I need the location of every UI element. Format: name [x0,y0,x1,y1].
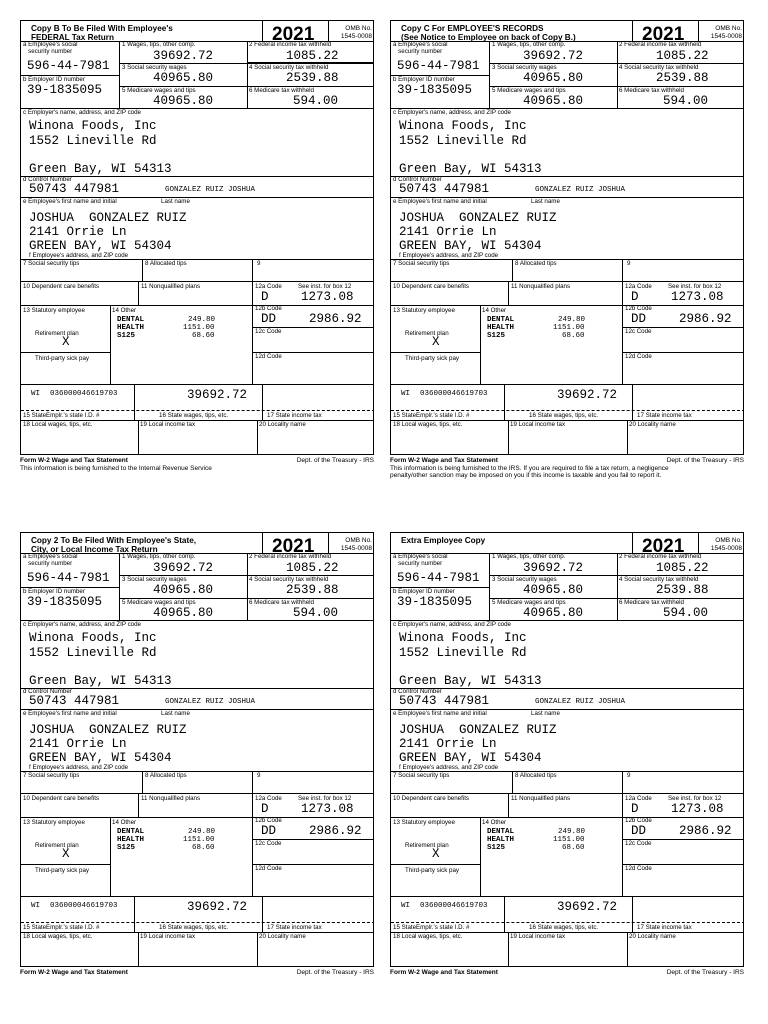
label-e-last: Last name [161,710,190,717]
employee-street: 2141 Orrie Ln [399,737,497,751]
label-box19: 19 Local income tax [140,421,196,428]
control-number: 50743 447981 [29,182,120,196]
employer-city: Green Bay, WI 54313 [399,674,542,688]
label-f: f Employee's address, and ZIP code [399,764,499,771]
employer-city: Green Bay, WI 54313 [29,162,172,176]
other-3-name: S125 [487,332,506,340]
label-box7: 7 Social security tips [393,772,450,779]
label-box11: 11 Nonqualified plans [141,795,201,802]
other-2-name: HEALTH [117,836,145,844]
state-code: WI [31,902,41,910]
label-box16: 16 State wages, tips, etc. [159,924,229,931]
state-id: 036000046619703 [420,390,488,398]
label-box12c: 12c Code [625,328,652,335]
employee-last-name: GONZALEZ RUIZ [459,723,557,737]
label-box12-see: See inst. for box 12 [298,283,352,290]
label-retirement: Retirement plan [405,842,449,849]
label-box12c: 12c Code [255,840,282,847]
retirement-plan-mark: X [432,847,440,861]
other-1-amount: 249.80 [188,828,216,836]
label-f: f Employee's address, and ZIP code [29,252,129,259]
label-box8: 8 Allocated tips [145,772,187,779]
label-f: f Employee's address, and ZIP code [29,764,129,771]
form-footer-dept: Dept. of the Treasury - IRS [666,457,744,464]
label-box10: 10 Dependent care benefits [393,795,470,802]
copy-title: Extra Employee Copy [401,536,486,545]
label-box1: 1 Wages, tips, other comp. [492,553,566,560]
label-d: d Control Number [393,688,442,695]
employee-last-name: GONZALEZ RUIZ [89,723,187,737]
label-c: c Employer's name, address, and ZIP code [23,109,142,116]
label-box7: 7 Social security tips [23,260,80,267]
label-box12-see: See inst. for box 12 [668,795,722,802]
state-wages: 39692.72 [557,900,618,914]
employer-street: 1552 Lineville Rd [29,134,157,148]
w2-copy-1 [20,20,374,472]
w2-form-box [20,532,374,967]
label-c: c Employer's name, address, and ZIP code [393,621,512,628]
employer-street: 1552 Lineville Rd [399,134,527,148]
label-box11: 11 Nonqualified plans [511,283,571,290]
other-1-name: DENTAL [117,828,145,836]
employee-first-name: JOSHUA [399,723,445,737]
label-d: d Control Number [23,176,72,183]
employee-first-name: JOSHUA [29,723,75,737]
retirement-plan-mark: X [62,847,70,861]
employer-street: 1552 Lineville Rd [29,646,157,660]
label-box1: 1 Wages, tips, other comp. [122,553,196,560]
label-box4: 4 Social security tax withheld [249,576,329,583]
label-box17: 17 State income tax [637,924,692,931]
label-e: e Employee's first name and initial [393,710,487,717]
label-box13: 13 Statutory employee [23,307,85,314]
other-1-name: DENTAL [117,316,145,324]
label-box12b: 12b Code [255,817,282,824]
label-box16: 16 State wages, tips, etc. [159,412,229,419]
label-d: d Control Number [23,688,72,695]
box1-value: 39692.72 [523,561,584,575]
label-a: a Employee's social security number [393,553,448,567]
label-box18: 18 Local wages, tips, etc. [23,933,93,940]
label-box11: 11 Nonqualified plans [511,795,571,802]
label-box18: 18 Local wages, tips, etc. [393,933,463,940]
tax-year: 2021 [272,536,315,557]
control-number: 50743 447981 [29,694,120,708]
label-sick-pay: Third-party sick pay [405,355,459,362]
other-3-name: S125 [117,844,136,852]
other-1-amount: 249.80 [558,316,586,324]
label-box12a: 12a Code [625,283,652,290]
control-name: GONZALEZ RUIZ JOSHUA [165,186,256,194]
box5-value: 40965.80 [523,606,584,620]
box3-value: 40965.80 [523,71,584,85]
state-id: 036000046619703 [420,902,488,910]
w2-copy-4 [390,532,744,976]
state-wages: 39692.72 [187,900,248,914]
label-box4: 4 Social security tax withheld [619,64,699,71]
box12b-amount: 2986.92 [679,824,732,838]
form-footer-dept: Dept. of the Treasury - IRS [666,969,744,976]
label-retirement: Retirement plan [35,330,79,337]
box3-value: 40965.80 [153,583,214,597]
label-box1: 1 Wages, tips, other comp. [122,41,196,48]
employer-name: Winona Foods, Inc [29,631,157,645]
employee-city: GREEN BAY, WI 54304 [29,239,172,253]
box1-value: 39692.72 [523,49,584,63]
label-box4: 4 Social security tax withheld [249,64,329,71]
label-box5: 5 Medicare wages and tips [122,87,196,94]
ein-value: 39-1835095 [397,595,473,609]
control-number: 50743 447981 [399,694,490,708]
box12b-amount: 2986.92 [309,824,362,838]
label-box7: 7 Social security tips [393,260,450,267]
ssn-value: 596-44-7981 [397,59,480,73]
label-box14: 14 Other [482,307,507,314]
control-name: GONZALEZ RUIZ JOSHUA [165,698,256,706]
box12b-amount: 2986.92 [679,312,732,326]
state-code: WI [401,390,411,398]
w2-copy-3 [20,532,374,976]
form-footer-title: Form W-2 Wage and Tax Statement [390,457,498,464]
retirement-plan-mark: X [62,335,70,349]
state-id: 036000046619703 [50,902,118,910]
label-box18: 18 Local wages, tips, etc. [23,421,93,428]
label-box3: 3 Social security wages [492,576,557,583]
omb-number: OMB No. 1545-0008 [710,537,742,552]
form-note-1: This information is being furnished to the Internal Revenue Service [20,465,212,472]
label-box5: 5 Medicare wages and tips [492,87,566,94]
label-box8: 8 Allocated tips [515,772,557,779]
ein-value: 39-1835095 [27,83,103,97]
omb-number: OMB No. 1545-0008 [340,537,372,552]
label-box2: 2 Federal income tax withheld [619,553,702,560]
label-box2: 2 Federal income tax withheld [249,553,332,560]
other-1-name: DENTAL [487,316,515,324]
label-box19: 19 Local income tax [510,933,566,940]
label-box16: 16 State wages, tips, etc. [529,412,599,419]
state-wages: 39692.72 [187,388,248,402]
label-box13: 13 Statutory employee [393,819,455,826]
ein-value: 39-1835095 [27,595,103,609]
omb-number: OMB No. 1545-0008 [340,25,372,40]
label-e-last: Last name [531,198,560,205]
label-b: b Employer ID number [393,76,455,83]
label-box6: 6 Medicare tax withheld [249,87,315,94]
copy-title: Copy C For EMPLOYEE'S RECORDS (See Notice to Employee on back of Copy B.) [401,24,576,42]
form-footer-dept: Dept. of the Treasury - IRS [296,457,374,464]
ein-value: 39-1835095 [397,83,473,97]
form-footer-title: Form W-2 Wage and Tax Statement [20,457,128,464]
other-3-amount: 68.60 [192,844,215,852]
label-box12-see: See inst. for box 12 [298,795,352,802]
label-box6: 6 Medicare tax withheld [619,87,685,94]
control-number: 50743 447981 [399,182,490,196]
box12a-code: D [261,802,269,816]
tax-year: 2021 [272,24,315,45]
box4-value: 2539.88 [656,71,709,85]
other-2-amount: 1151.00 [553,324,585,332]
label-box13: 13 Statutory employee [393,307,455,314]
w2-copy-2 [390,20,744,479]
box6-value: 594.00 [293,94,339,108]
box2-value: 1085.22 [656,49,709,63]
label-box14: 14 Other [112,819,137,826]
label-box16: 16 State wages, tips, etc. [529,924,599,931]
box5-value: 40965.80 [153,606,214,620]
employee-city: GREEN BAY, WI 54304 [29,751,172,765]
label-box19: 19 Local income tax [140,933,196,940]
label-box2: 2 Federal income tax withheld [249,41,332,48]
box12a-amount: 1273.08 [301,802,354,816]
box2-value: 1085.22 [286,561,339,575]
label-box9: 9 [257,772,261,779]
control-name: GONZALEZ RUIZ JOSHUA [535,698,626,706]
label-box8: 8 Allocated tips [515,260,557,267]
other-1-name: DENTAL [487,828,515,836]
label-c: c Employer's name, address, and ZIP code [393,109,512,116]
ssn-value: 596-44-7981 [27,59,110,73]
label-box10: 10 Dependent care benefits [393,283,470,290]
label-box15: 15 State [393,412,417,419]
other-2-amount: 1151.00 [183,324,215,332]
label-box15: 15 State [393,924,417,931]
label-box12d: 12d Code [625,353,652,360]
label-box11: 11 Nonqualified plans [141,283,201,290]
box4-value: 2539.88 [656,583,709,597]
label-e: e Employee's first name and initial [393,198,487,205]
other-2-name: HEALTH [487,836,515,844]
employee-street: 2141 Orrie Ln [29,737,127,751]
label-a: a Employee's social security number [393,41,448,55]
box12a-code: D [631,802,639,816]
box12a-amount: 1273.08 [671,290,724,304]
label-f: f Employee's address, and ZIP code [399,252,499,259]
label-box17: 17 State income tax [267,924,322,931]
label-a: a Employee's social security number [23,41,78,55]
box12b-amount: 2986.92 [309,312,362,326]
box3-value: 40965.80 [523,583,584,597]
box6-value: 594.00 [293,606,339,620]
label-box17: 17 State income tax [267,412,322,419]
other-1-amount: 249.80 [558,828,586,836]
w2-form-box [390,20,744,455]
employee-street: 2141 Orrie Ln [29,225,127,239]
label-b: b Employer ID number [23,76,85,83]
label-box12c: 12c Code [625,840,652,847]
label-box20: 20 Locality name [259,933,306,940]
label-d: d Control Number [393,176,442,183]
label-box12b: 12b Code [625,305,652,312]
label-box17: 17 State income tax [637,412,692,419]
box2-value: 1085.22 [286,49,339,63]
employee-first-name: JOSHUA [29,211,75,225]
box5-value: 40965.80 [523,94,584,108]
label-box3: 3 Social security wages [492,64,557,71]
label-box12d: 12d Code [255,865,282,872]
employee-city: GREEN BAY, WI 54304 [399,751,542,765]
box1-value: 39692.72 [153,561,214,575]
label-b: b Employer ID number [393,588,455,595]
label-box5: 5 Medicare wages and tips [492,599,566,606]
box12b-code: DD [261,312,277,326]
employer-name: Winona Foods, Inc [399,631,527,645]
state-code: WI [31,390,41,398]
other-1-amount: 249.80 [188,316,216,324]
copy-title: Copy B To Be Filed With Employee's FEDERAL Tax Return [31,24,173,42]
label-box8: 8 Allocated tips [145,260,187,267]
label-sick-pay: Third-party sick pay [35,355,89,362]
label-box4: 4 Social security tax withheld [619,576,699,583]
label-e-last: Last name [531,710,560,717]
label-e: e Employee's first name and initial [23,710,117,717]
label-box12-see: See inst. for box 12 [668,283,722,290]
label-box10: 10 Dependent care benefits [23,795,100,802]
label-box12b: 12b Code [255,305,282,312]
label-box3: 3 Social security wages [122,576,187,583]
label-box5: 5 Medicare wages and tips [122,599,196,606]
label-e: e Employee's first name and initial [23,198,117,205]
employer-city: Green Bay, WI 54313 [399,162,542,176]
employee-first-name: JOSHUA [399,211,445,225]
label-box7: 7 Social security tips [23,772,80,779]
box12b-code: DD [631,312,647,326]
form-footer-dept: Dept. of the Treasury - IRS [296,969,374,976]
label-box20: 20 Locality name [259,421,306,428]
label-a: a Employee's social security number [23,553,78,567]
state-id: 036000046619703 [50,390,118,398]
label-box13: 13 Statutory employee [23,819,85,826]
other-3-amount: 68.60 [562,844,585,852]
label-box15: 15 State [23,924,47,931]
other-2-amount: 1151.00 [553,836,585,844]
state-wages: 39692.72 [557,388,618,402]
label-sick-pay: Third-party sick pay [35,867,89,874]
form-note-2: penalty/other sanction may be imposed on you if this income is taxable and you fail to report it. [390,472,662,479]
box6-value: 594.00 [663,606,709,620]
employer-street: 1552 Lineville Rd [399,646,527,660]
label-box12d: 12d Code [625,865,652,872]
employer-city: Green Bay, WI 54313 [29,674,172,688]
box6-value: 594.00 [663,94,709,108]
state-code: WI [401,902,411,910]
ssn-value: 596-44-7981 [27,571,110,585]
label-box15-id: Emplr.'s state I.D. # [416,924,470,931]
other-3-amount: 68.60 [562,332,585,340]
box12a-amount: 1273.08 [301,290,354,304]
label-b: b Employer ID number [23,588,85,595]
label-box12c: 12c Code [255,328,282,335]
label-box20: 20 Locality name [629,933,676,940]
label-box9: 9 [627,772,631,779]
label-box3: 3 Social security wages [122,64,187,71]
box4-value: 2539.88 [286,583,339,597]
label-box18: 18 Local wages, tips, etc. [393,421,463,428]
employer-name: Winona Foods, Inc [399,119,527,133]
control-name: GONZALEZ RUIZ JOSHUA [535,186,626,194]
label-box15-id: Emplr.'s state I.D. # [46,924,100,931]
w2-form-box [20,20,374,455]
other-3-name: S125 [117,332,136,340]
label-e-last: Last name [161,198,190,205]
tax-year: 2021 [642,536,685,557]
label-box19: 19 Local income tax [510,421,566,428]
label-c: c Employer's name, address, and ZIP code [23,621,142,628]
tax-year: 2021 [642,24,685,45]
label-box6: 6 Medicare tax withheld [249,599,315,606]
label-sick-pay: Third-party sick pay [405,867,459,874]
label-box10: 10 Dependent care benefits [23,283,100,290]
form-note-1: This information is being furnished to the IRS. If you are required to file a tax return, a negligence [390,465,669,472]
label-box6: 6 Medicare tax withheld [619,599,685,606]
employee-city: GREEN BAY, WI 54304 [399,239,542,253]
box5-value: 40965.80 [153,94,214,108]
employer-name: Winona Foods, Inc [29,119,157,133]
copy-title: Copy 2 To Be Filed With Employee's State, City, or Local Income Tax Return [31,536,197,554]
label-box14: 14 Other [482,819,507,826]
other-3-name: S125 [487,844,506,852]
label-box12b: 12b Code [625,817,652,824]
employee-last-name: GONZALEZ RUIZ [89,211,187,225]
label-box15-id: Emplr.'s state I.D. # [416,412,470,419]
label-box14: 14 Other [112,307,137,314]
ssn-value: 596-44-7981 [397,571,480,585]
form-footer-title: Form W-2 Wage and Tax Statement [390,969,498,976]
label-retirement: Retirement plan [35,842,79,849]
box12b-code: DD [631,824,647,838]
box12a-code: D [261,290,269,304]
label-retirement: Retirement plan [405,330,449,337]
label-box12a: 12a Code [255,283,282,290]
form-footer-title: Form W-2 Wage and Tax Statement [20,969,128,976]
w2-form-box [390,532,744,967]
label-box12a: 12a Code [255,795,282,802]
box2-highlight [247,41,374,63]
employee-street: 2141 Orrie Ln [399,225,497,239]
employee-last-name: GONZALEZ RUIZ [459,211,557,225]
label-box9: 9 [257,260,261,267]
label-box15-id: Emplr.'s state I.D. # [46,412,100,419]
retirement-plan-mark: X [432,335,440,349]
box4-value: 2539.88 [286,71,339,85]
box12a-amount: 1273.08 [671,802,724,816]
label-box12d: 12d Code [255,353,282,360]
other-3-amount: 68.60 [192,332,215,340]
label-box9: 9 [627,260,631,267]
label-box15: 15 State [23,412,47,419]
omb-number: OMB No. 1545-0008 [710,25,742,40]
box2-value: 1085.22 [656,561,709,575]
label-box20: 20 Locality name [629,421,676,428]
box3-value: 40965.80 [153,71,214,85]
other-2-amount: 1151.00 [183,836,215,844]
label-box1: 1 Wages, tips, other comp. [492,41,566,48]
label-box2: 2 Federal income tax withheld [619,41,702,48]
box1-value: 39692.72 [153,49,214,63]
other-2-name: HEALTH [117,324,145,332]
box12b-code: DD [261,824,277,838]
other-2-name: HEALTH [487,324,515,332]
box12a-code: D [631,290,639,304]
label-box12a: 12a Code [625,795,652,802]
